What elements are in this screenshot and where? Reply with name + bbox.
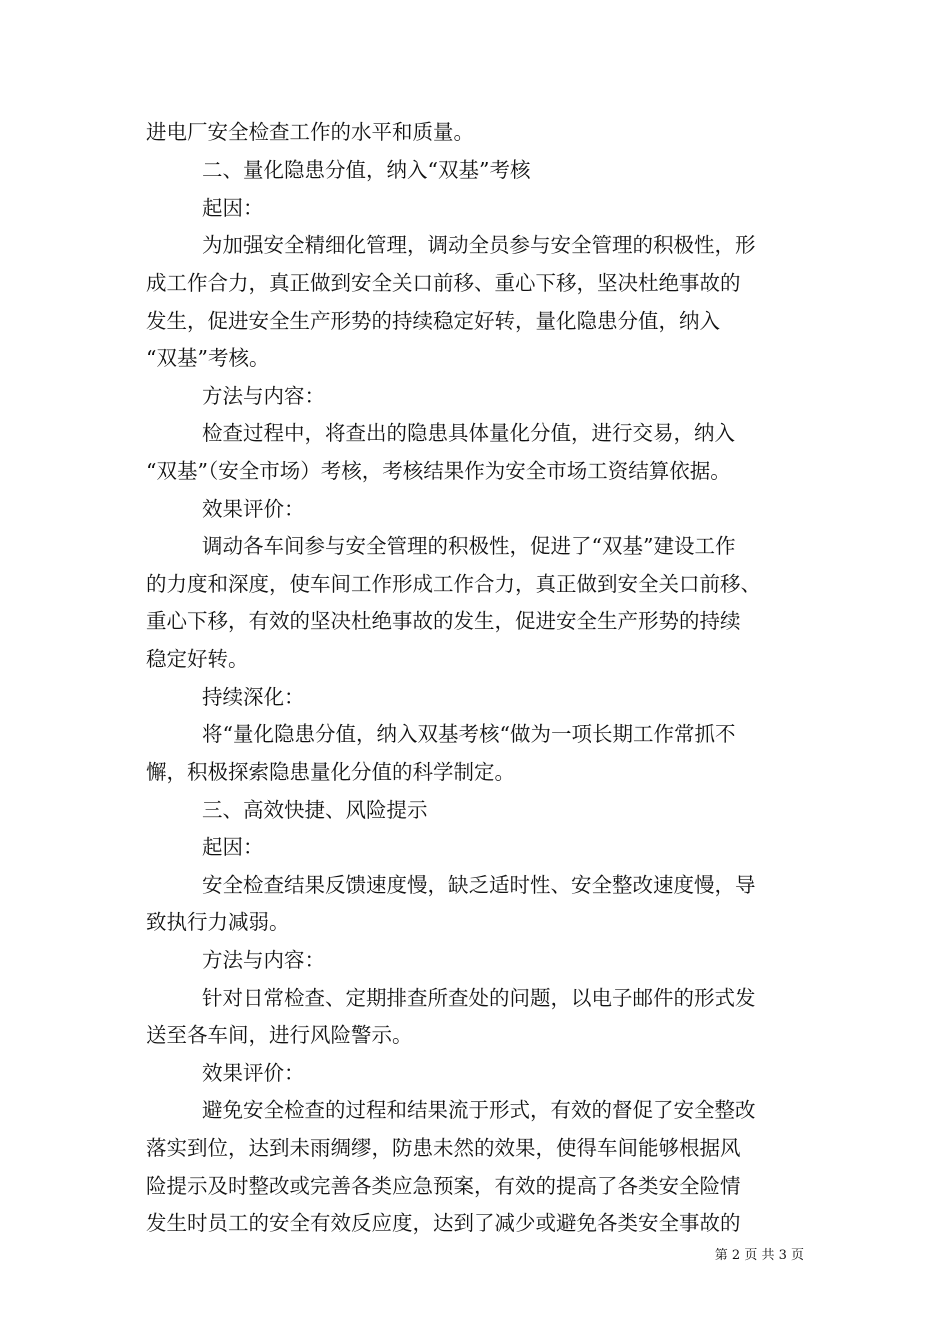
paragraph-line: 致执行力减弱。 [146, 910, 290, 934]
paragraph-line: 调动各车间参与安全管理的积极性，促进了“双基”建设工作 [202, 534, 736, 558]
paragraph-line: “双基”（安全市场）考核，考核结果作为安全市场工资结算依据。 [146, 459, 731, 483]
paragraph-line: 重心下移，有效的坚决杜绝事故的发生，促进安全生产形势的持续 [146, 609, 741, 633]
paragraph-line: 送至各车间，进行风险警示。 [146, 1023, 413, 1047]
subheading-cause: 起因： [202, 835, 264, 859]
paragraph-line: 成工作合力，真正做到安全关口前移、重心下移，坚决杜绝事故的 [146, 271, 741, 295]
paragraph-line: 落实到位，达到未雨绸缪，防患未然的效果，使得车间能够根据风 [146, 1136, 741, 1160]
section-heading: 二、量化隐患分值，纳入“双基”考核 [202, 158, 531, 182]
paragraph-line: 针对日常检查、定期排查所查处的问题，以电子邮件的形式发 [202, 986, 756, 1010]
paragraph-line: 检查过程中，将查出的隐患具体量化分值，进行交易，纳入 [202, 421, 735, 445]
subheading-method: 方法与内容： [202, 948, 325, 972]
paragraph-line: 安全检查结果反馈速度慢，缺乏适时性、安全整改速度慢，导 [202, 873, 756, 897]
subheading-deepen: 持续深化： [202, 685, 305, 709]
subheading-effect: 效果评价： [202, 1061, 305, 1085]
subheading-method: 方法与内容： [202, 384, 325, 408]
section-heading: 三、高效快捷、风险提示 [202, 798, 428, 822]
paragraph-line: “双基”考核。 [146, 346, 270, 370]
paragraph-line: 的力度和深度，使车间工作形成工作合力，真正做到安全关口前移、 [146, 572, 761, 596]
paragraph-line: 稳定好转。 [146, 647, 249, 671]
paragraph-line: 避免安全检查的过程和结果流于形式，有效的督促了安全整改 [202, 1098, 756, 1122]
paragraph-line: 发生时员工的安全有效反应度，达到了减少或避免各类安全事故的 [146, 1211, 741, 1235]
paragraph-line: 将“量化隐患分值，纳入双基考核“做为一项长期工作常抓不 [202, 722, 736, 746]
paragraph-line: 懈，积极探索隐患量化分值的科学制定。 [146, 760, 515, 784]
subheading-cause: 起因： [202, 196, 264, 220]
paragraph-line: 为加强安全精细化管理，调动全员参与安全管理的积极性，形 [202, 233, 756, 257]
subheading-effect: 效果评价： [202, 497, 305, 521]
paragraph-line: 进电厂安全检查工作的水平和质量。 [146, 120, 474, 144]
page-number-footer: 第 2 页 共 3 页 [714, 1248, 804, 1263]
paragraph-line: 险提示及时整改或完善各类应急预案，有效的提高了各类安全险情 [146, 1174, 741, 1198]
paragraph-line: 发生，促进安全生产形势的持续稳定好转，量化隐患分值，纳入 [146, 309, 720, 333]
